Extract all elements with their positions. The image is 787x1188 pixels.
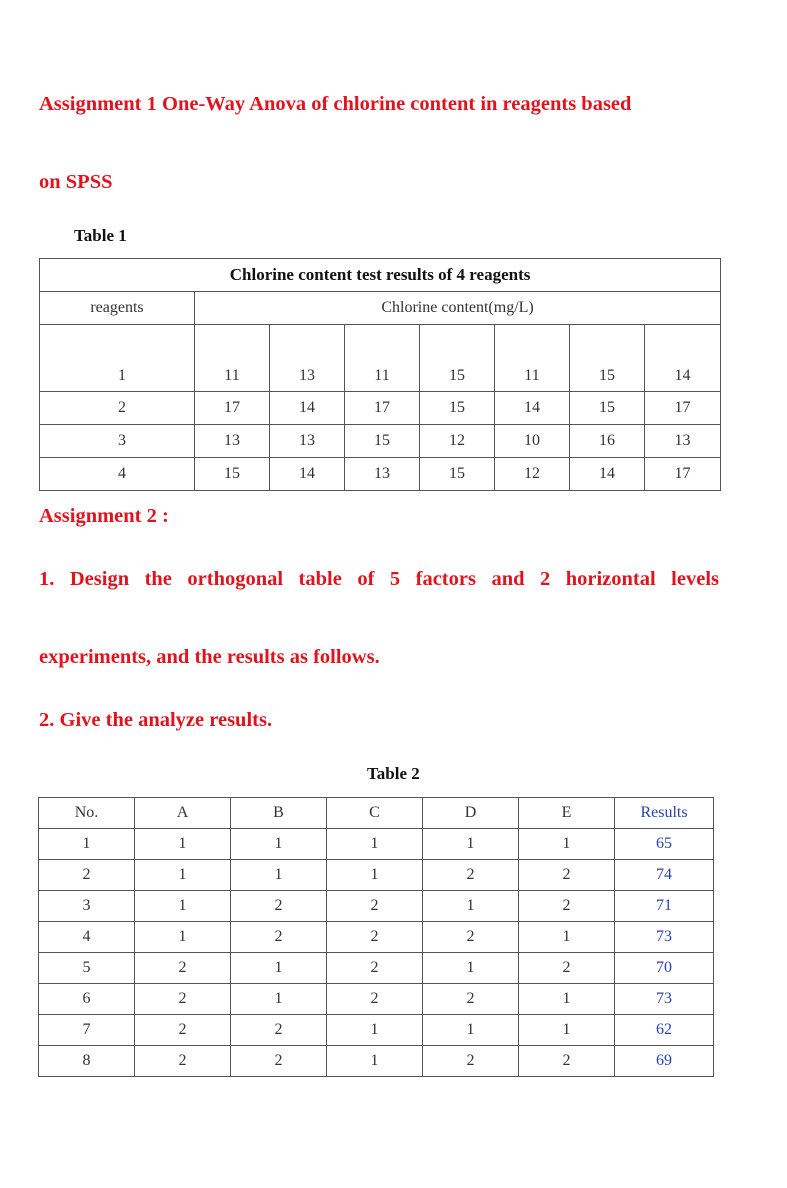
cell: 2 (135, 953, 231, 984)
value-cell: 13 (345, 458, 420, 491)
value-cell: 14 (495, 392, 570, 425)
value-cell: 15 (420, 392, 495, 425)
cell: 2 (519, 953, 615, 984)
value-cell: 12 (420, 425, 495, 458)
value-cell: 14 (645, 325, 721, 392)
cell: 2 (519, 860, 615, 891)
header-d: D (423, 798, 519, 829)
reagent-cell: 1 (40, 325, 195, 392)
cell: 2 (231, 1046, 327, 1077)
header-a: A (135, 798, 231, 829)
table-row (40, 458, 721, 491)
table1-title: Chlorine content test results of 4 reagents (40, 259, 721, 292)
header-results: Results (615, 798, 714, 829)
value-cell: 17 (195, 392, 270, 425)
value-cell: 13 (270, 325, 345, 392)
reagent-cell: 4 (40, 458, 195, 491)
table-row (39, 1046, 714, 1077)
cell: 1 (423, 1015, 519, 1046)
cell: 1 (231, 829, 327, 860)
assignment2-item1-line2: experiments, and the results as follows. (39, 646, 380, 668)
cell: 1 (327, 829, 423, 860)
chlorine-content-table (39, 258, 721, 491)
cell: 1 (519, 984, 615, 1015)
result-cell: 71 (615, 891, 714, 922)
cell: 1 (135, 860, 231, 891)
cell: 3 (39, 891, 135, 922)
assignment2-item1-line1: 1. Design the orthogonal table of 5 factors and 2 horizontal levels (39, 568, 719, 590)
value-cell: 11 (195, 325, 270, 392)
assignment2-item2: 2. Give the analyze results. (39, 709, 273, 731)
table-row (40, 425, 721, 458)
result-cell: 70 (615, 953, 714, 984)
reagent-cell: 2 (40, 392, 195, 425)
cell: 1 (135, 922, 231, 953)
result-cell: 73 (615, 922, 714, 953)
header-c: C (327, 798, 423, 829)
cell: 2 (423, 922, 519, 953)
cell: 2 (231, 1015, 327, 1046)
value-cell: 15 (570, 392, 645, 425)
table-header-row (39, 798, 714, 829)
value-cell: 11 (345, 325, 420, 392)
cell: 2 (39, 860, 135, 891)
cell: 8 (39, 1046, 135, 1077)
value-cell: 17 (345, 392, 420, 425)
value-cell: 17 (645, 458, 721, 491)
cell: 2 (327, 953, 423, 984)
table-row (39, 984, 714, 1015)
header-e: E (519, 798, 615, 829)
cell: 1 (519, 922, 615, 953)
cell: 1 (423, 829, 519, 860)
assignment1-title-line1: Assignment 1 One-Way Anova of chlorine content in reagents based (39, 93, 632, 115)
table-row (39, 1015, 714, 1046)
cell: 2 (423, 860, 519, 891)
cell: 2 (231, 922, 327, 953)
value-cell: 14 (270, 392, 345, 425)
cell: 1 (327, 860, 423, 891)
value-cell: 15 (345, 425, 420, 458)
table-row (40, 325, 721, 392)
value-cell: 11 (495, 325, 570, 392)
value-cell: 10 (495, 425, 570, 458)
cell: 2 (423, 1046, 519, 1077)
value-cell: 15 (195, 458, 270, 491)
table1-caption: Table 1 (74, 226, 127, 245)
cell: 2 (135, 984, 231, 1015)
assignment2-title: Assignment 2 : (39, 505, 169, 527)
cell: 1 (423, 953, 519, 984)
value-cell: 13 (195, 425, 270, 458)
cell: 1 (231, 860, 327, 891)
cell: 2 (423, 984, 519, 1015)
result-cell: 62 (615, 1015, 714, 1046)
cell: 2 (519, 891, 615, 922)
cell: 2 (327, 922, 423, 953)
table-row (40, 392, 721, 425)
cell: 5 (39, 953, 135, 984)
table-row (39, 891, 714, 922)
result-cell: 73 (615, 984, 714, 1015)
cell: 2 (135, 1046, 231, 1077)
table-row (39, 922, 714, 953)
table-row (39, 953, 714, 984)
value-cell: 15 (420, 325, 495, 392)
value-cell: 15 (420, 458, 495, 491)
value-cell: 16 (570, 425, 645, 458)
cell: 1 (135, 829, 231, 860)
table1-header-reagents: reagents (40, 292, 195, 325)
header-b: B (231, 798, 327, 829)
cell: 6 (39, 984, 135, 1015)
value-cell: 15 (570, 325, 645, 392)
reagent-cell: 3 (40, 425, 195, 458)
table1-header-chlorine: Chlorine content(mg/L) (195, 292, 721, 325)
cell: 1 (135, 891, 231, 922)
cell: 1 (423, 891, 519, 922)
cell: 1 (327, 1015, 423, 1046)
value-cell: 14 (570, 458, 645, 491)
result-cell: 69 (615, 1046, 714, 1077)
cell: 1 (231, 984, 327, 1015)
cell: 2 (135, 1015, 231, 1046)
table-row (39, 860, 714, 891)
cell: 2 (327, 984, 423, 1015)
result-cell: 65 (615, 829, 714, 860)
value-cell: 12 (495, 458, 570, 491)
result-cell: 74 (615, 860, 714, 891)
value-cell: 13 (645, 425, 721, 458)
value-cell: 13 (270, 425, 345, 458)
cell: 2 (519, 1046, 615, 1077)
cell: 1 (519, 1015, 615, 1046)
table2-caption: Table 2 (367, 764, 420, 783)
cell: 2 (231, 891, 327, 922)
cell: 2 (327, 891, 423, 922)
orthogonal-design-table (38, 797, 714, 1077)
cell: 1 (519, 829, 615, 860)
value-cell: 14 (270, 458, 345, 491)
cell: 1 (231, 953, 327, 984)
header-no: No. (39, 798, 135, 829)
table-row (39, 829, 714, 860)
cell: 1 (327, 1046, 423, 1077)
assignment1-title-line2: on SPSS (39, 171, 113, 193)
cell: 1 (39, 829, 135, 860)
value-cell: 17 (645, 392, 721, 425)
cell: 4 (39, 922, 135, 953)
cell: 7 (39, 1015, 135, 1046)
